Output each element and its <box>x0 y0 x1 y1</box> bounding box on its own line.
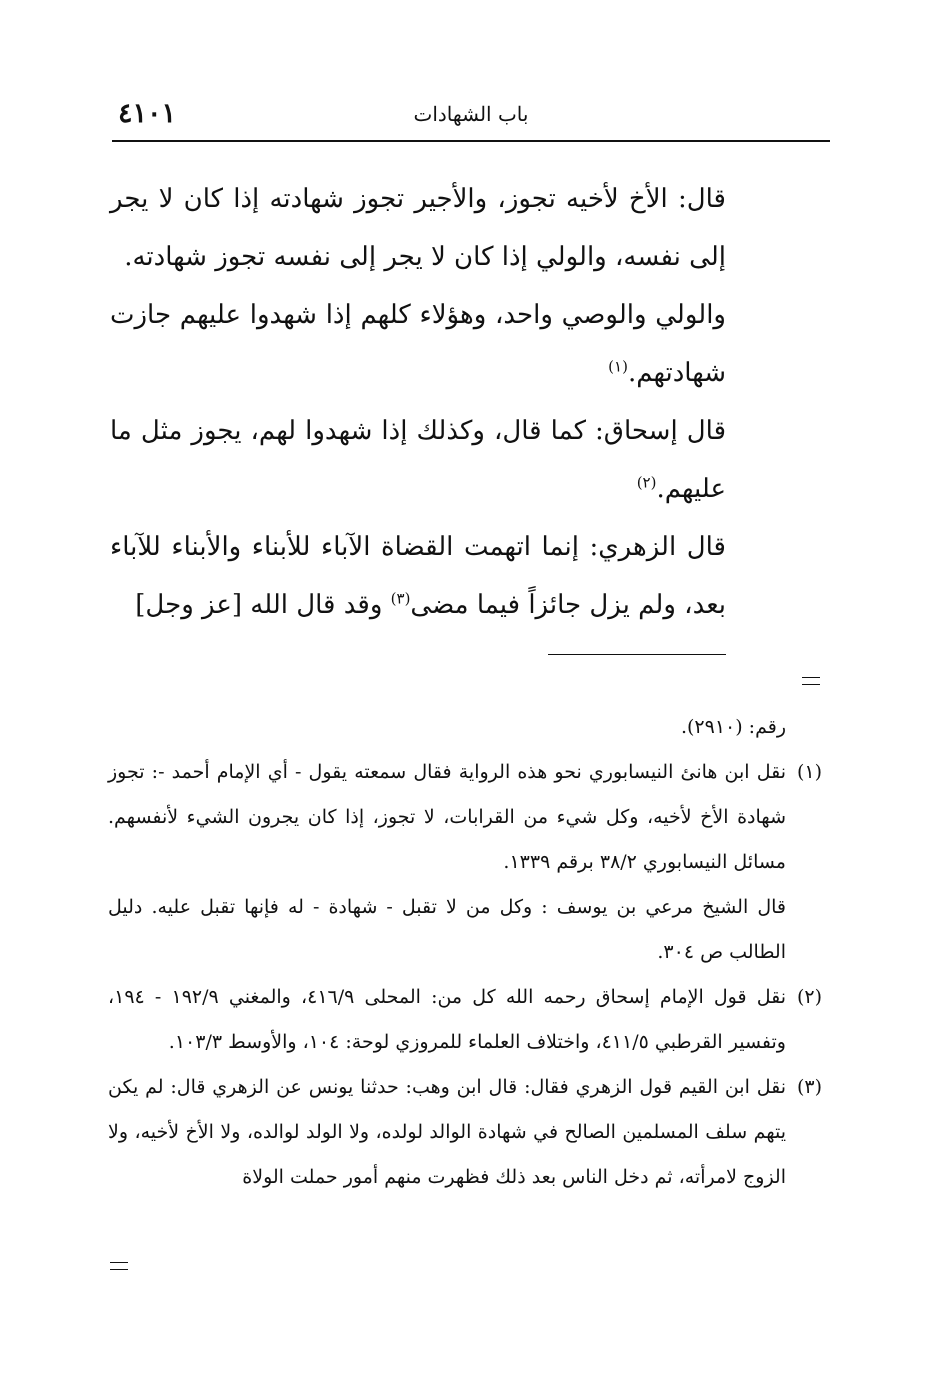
running-title: باب الشهادات <box>413 102 529 126</box>
footnote-ref: (٣) <box>390 589 411 608</box>
page-number: ٤١٠١ <box>118 98 177 129</box>
footnote-extra: قال الشيخ مرعي بن يوسف : وكل من لا تقبل - شهادة - له فإنها تقبل عليه. دليل الطالب ص ٣٠٤. <box>108 896 786 963</box>
paragraph-text: قال الزهري: إنما اتهمت القضاة الآباء للأبناء والأبناء للآباء بعد، ولم يزل جائزاً فيما مضى <box>110 532 726 620</box>
header-rule <box>112 140 830 142</box>
paragraph-text: وقد قال الله [عز وجل] <box>135 590 383 620</box>
main-text <box>110 170 726 634</box>
footnote <box>108 750 822 885</box>
paragraph-text: قال: الأخ لأخيه تجوز، والأجير تجوز شهادته إذا كان لا يجر إلى نفسه، والولي إذا كان لا يجر إلى نفسه تجوز شهادته. <box>110 184 726 272</box>
paragraph <box>110 286 726 402</box>
footnote <box>108 1065 822 1200</box>
paragraph <box>110 402 726 518</box>
footnote-text: نقل قول الإمام إسحاق رحمه الله كل من: المحلى ٤١٦/٩، والمغني ١٩٢/٩ - ١٩٤، وتفسير القرطبي ٤١١/٥، واختلاف العلماء للمروزي لوحة: ١٠٤، والأوسط ١٠٣/٣. <box>108 986 787 1053</box>
footnote-text: نقل ابن هانئ النيسابوري نحو هذه الرواية فقال سمعته يقول - أي الإمام أحمد -: تجوز شهادة الأخ لأخيه، وكل شيء من القرابات، لا تجوز، إذا كان يجرون الشيء لأنفسهم. مسائل النيسابوري ٣٨/٢ برقم ١٣٣٩. <box>108 761 786 873</box>
footnote-number: (٣) <box>796 1076 822 1098</box>
footnote <box>108 975 822 1065</box>
page-header <box>112 96 830 140</box>
continuation-mark <box>110 1262 128 1270</box>
footnote-text: نقل ابن القيم قول الزهري فقال: قال ابن وهب: حدثنا يونس عن الزهري قال: لم يكن يتهم سلف المسلمين الصالح في شهادة الوالد لولده، ولا الولد لوالده، ولا الأخ لأخيه، ولا الزوج لامرأته، ثم دخل الناس بعد ذلك فظهرت منهم أمور حملت الولاة <box>108 1076 786 1188</box>
paragraph <box>110 170 726 286</box>
paragraph-text: قال إسحاق: كما قال، وكذلك إذا شهدوا لهم، يجوز مثل ما عليهم. <box>110 416 726 504</box>
footnote-continuation: رقم: (٢٩١٠). <box>680 716 786 738</box>
footnote-ref: (١) <box>608 357 628 376</box>
footnote-ref: (٢) <box>636 473 657 492</box>
footnotes <box>108 705 822 1200</box>
footnote-number: (١) <box>796 761 822 783</box>
paragraph <box>110 518 726 634</box>
footnote-number: (٢) <box>796 986 822 1008</box>
paragraph-text: والولي والوصي واحد، وهؤلاء كلهم إذا شهدوا عليهم جازت شهادتهم. <box>110 300 726 388</box>
continuation-mark <box>802 677 820 685</box>
footnote-separator <box>548 654 726 655</box>
